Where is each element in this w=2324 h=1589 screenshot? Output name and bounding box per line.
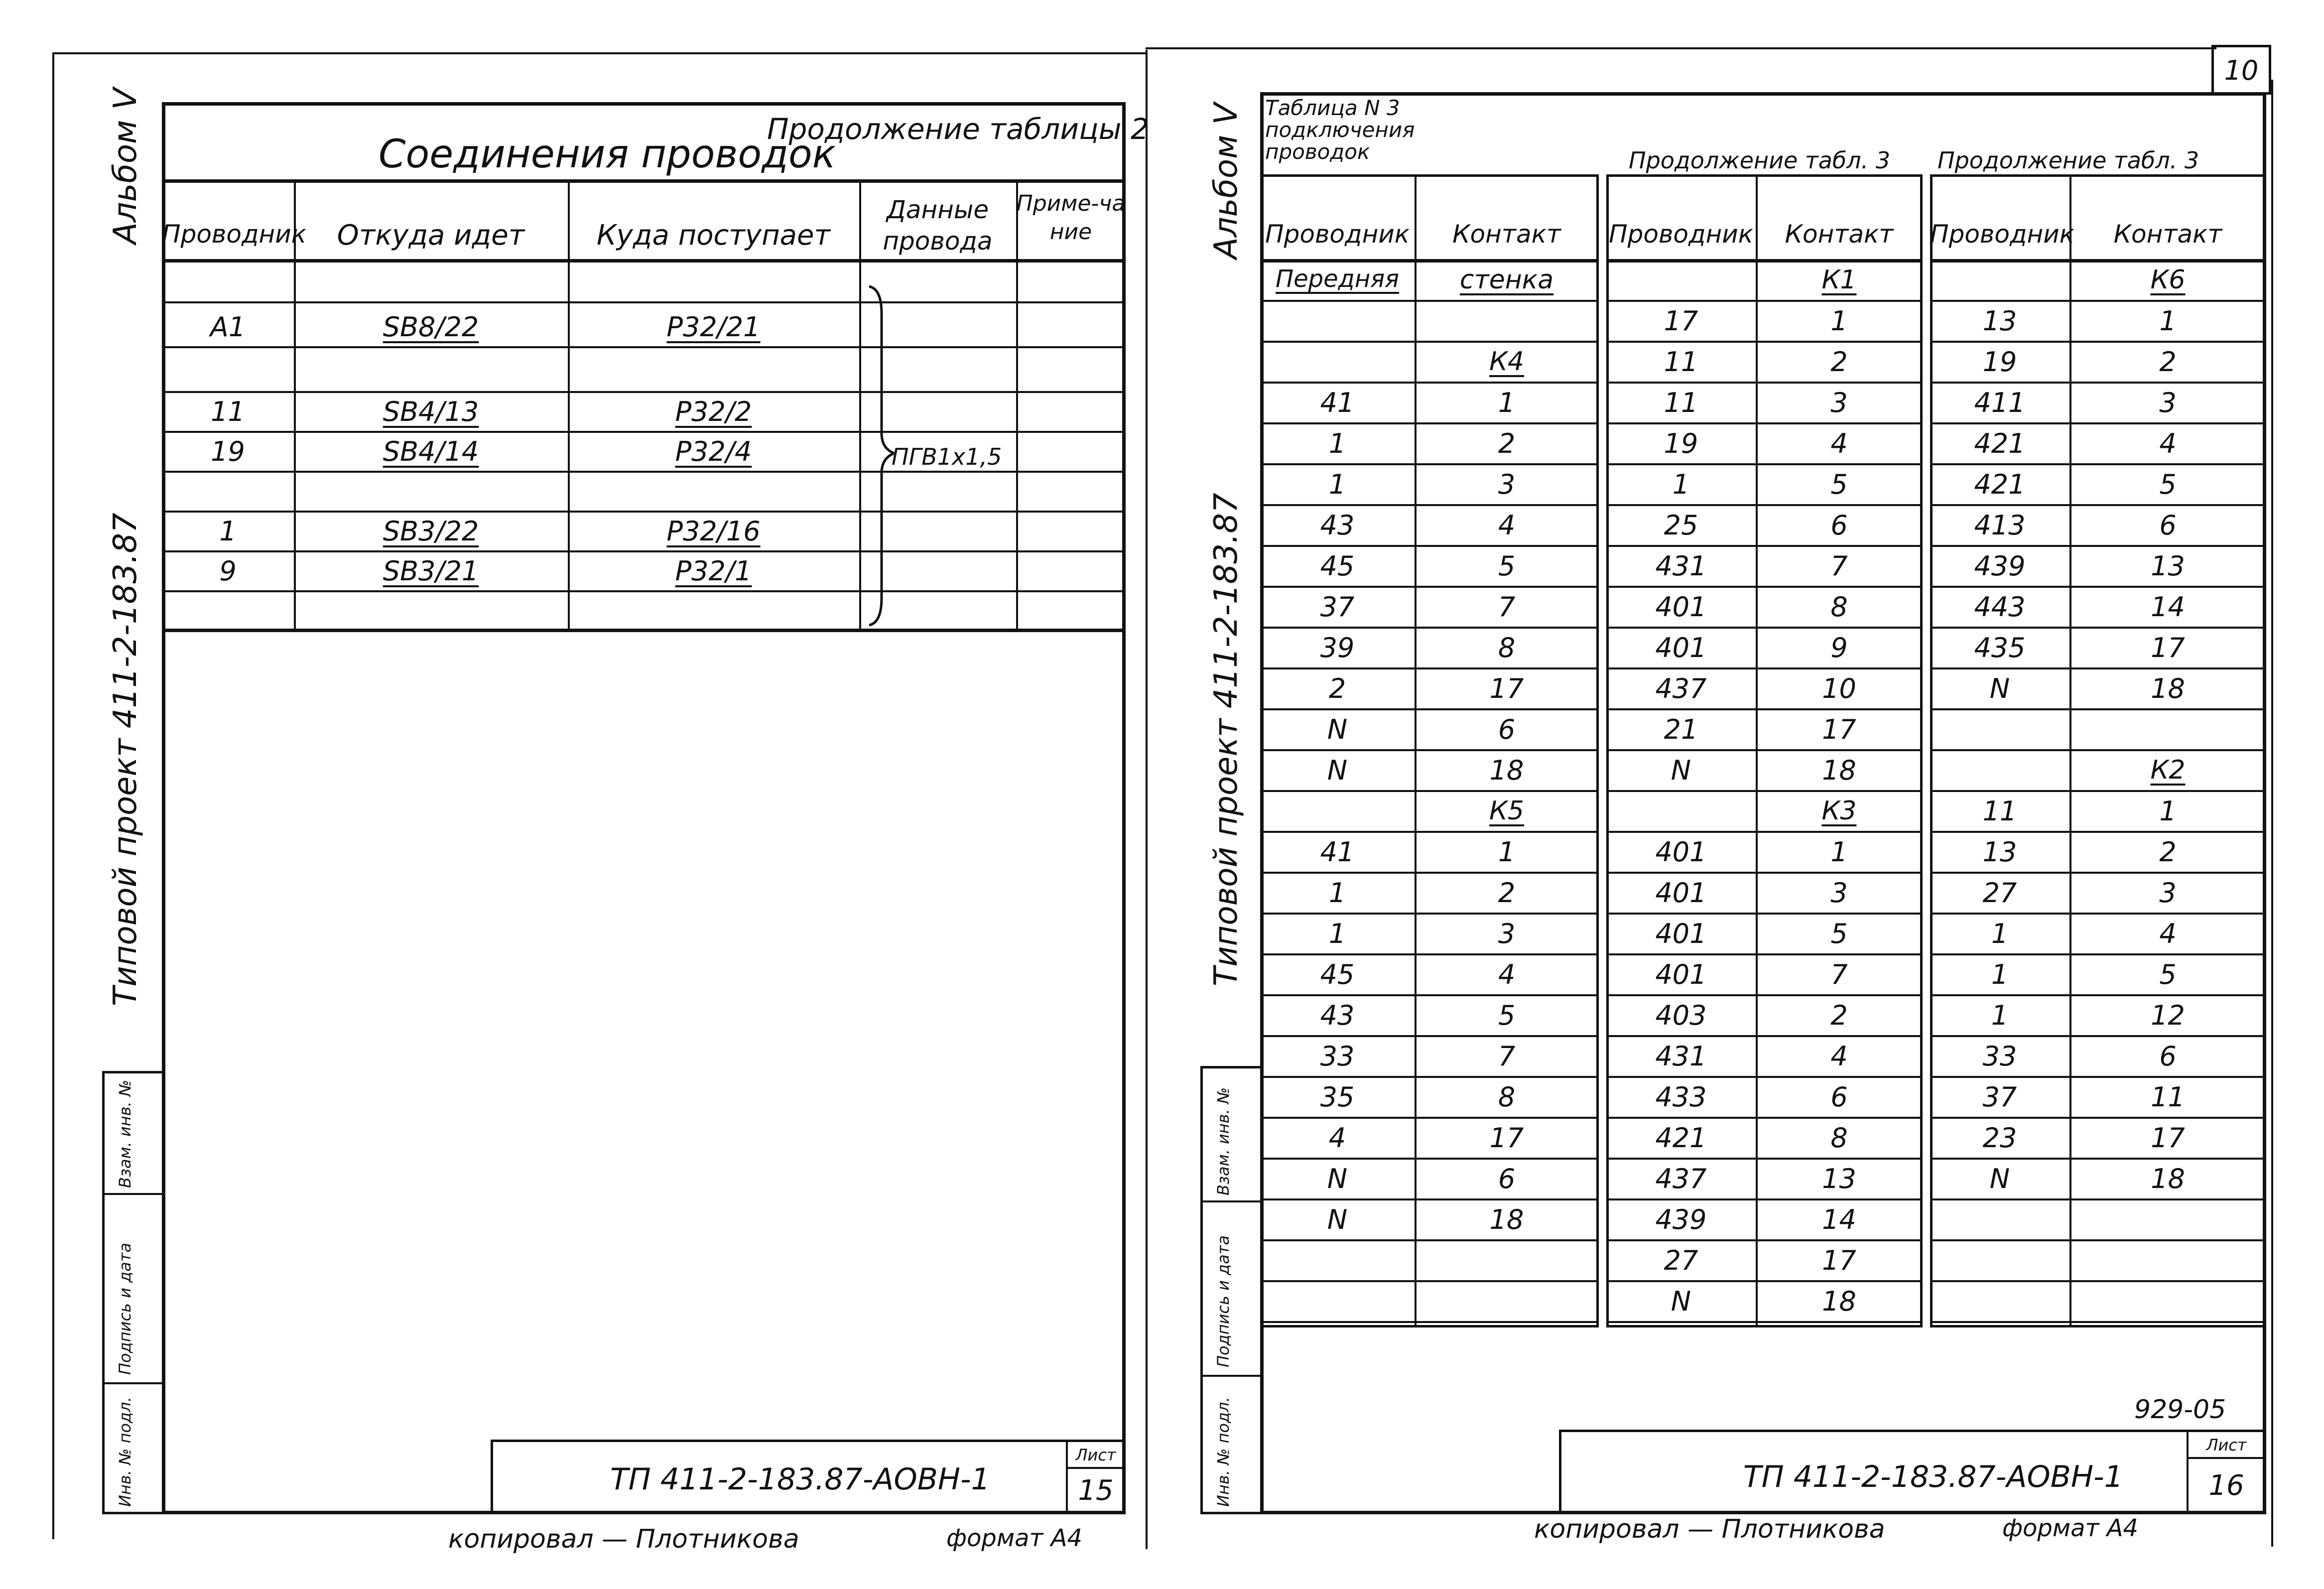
right-row-line [1606,667,1923,669]
right-row-line [1606,545,1923,547]
right-g1-row-4-contact: 2 [1498,428,1516,459]
right-g3-row-12-contact: К2 [2150,755,2186,785]
right-g1-row-20-conductor: 35 [1320,1081,1355,1113]
right-g3-row-1-conductor: 13 [1982,305,2017,337]
right-g2-row-17-contact: 7 [1830,959,1848,990]
right-continuation-1: Продолжение табл. 3 [1629,147,1891,174]
right-format: формат А4 [2002,1514,2139,1542]
right-g2-row-4-contact: 4 [1830,428,1848,459]
right-row-line [1930,831,2266,833]
right-g1-row-12-conductor: N [1327,755,1348,786]
right-row-line [1606,953,1923,955]
right-row-line [1606,1158,1923,1160]
right-g3-row-22-contact: 18 [2151,1163,2185,1194]
right-row-line [1930,300,2266,302]
left-table-row-line [162,301,1126,303]
right-g1-row-16-conductor: 1 [1328,918,1346,949]
right-g2-row-4-conductor: 19 [1664,428,1698,459]
right-row-line [1260,994,1599,996]
right-g1-row-18-contact: 5 [1498,1000,1516,1031]
right-row-line [1606,1239,1923,1241]
right-header-contact-1: Контакт [1452,220,1561,249]
right-g1-row-0-contact: стенка [1459,265,1554,295]
right-g3-row-18-conductor: 1 [1991,1000,2009,1031]
right-row-line [1606,341,1923,343]
right-g1-row-8-conductor: 37 [1320,591,1355,623]
right-g1-row-23-contact: 18 [1489,1204,1524,1235]
right-g3-row-4-contact: 4 [2159,428,2177,459]
right-g1-row-21-conductor: 4 [1328,1122,1346,1154]
right-header-line [1930,259,2266,263]
right-g2-row-14-contact: 1 [1830,836,1848,868]
row-4-conductor: 19 [211,436,245,467]
right-row-line [1606,382,1923,384]
right-row-line [1260,1198,1599,1200]
right-g2-row-23-contact: 14 [1822,1204,1856,1235]
left-sheet-label: Лист [1075,1446,1116,1464]
page-gutter [1146,50,1148,1549]
right-g1-row-6-contact: 4 [1498,510,1516,541]
left-table-row-line [162,629,1126,632]
right-g1-row-23-conductor: N [1327,1204,1348,1235]
right-g1-row-3-contact: 1 [1498,387,1516,418]
right-g1-row-6-conductor: 43 [1320,510,1355,541]
right-row-line [1930,1280,2266,1282]
right-row-line [1930,872,2266,874]
right-title-block-divider [2187,1457,2266,1459]
right-g2-row-13-contact: К3 [1821,796,1857,826]
right-g1-row-11-conductor: N [1327,714,1348,745]
right-row-line [1606,1117,1923,1119]
right-g3-row-6-contact: 6 [2159,510,2177,541]
right-g2-row-20-conductor: 433 [1655,1081,1707,1113]
right-g2-row-5-conductor: 1 [1672,469,1690,500]
right-g3-row-5-conductor: 421 [1974,469,2026,500]
right-sheet-number: 16 [2208,1469,2244,1502]
row-6-to: P32/16 [666,516,761,547]
left-table-col-line [1016,179,1018,630]
right-g1-row-19-contact: 7 [1498,1041,1516,1072]
right-row-line [1930,913,2266,915]
right-g3-row-1-contact: 1 [2159,305,2177,337]
right-g3-row-20-contact: 11 [2151,1081,2185,1113]
right-g1-row-14-conductor: 41 [1320,836,1355,868]
right-g2-row-16-contact: 5 [1830,918,1848,949]
left-stamp-sign: Подпись и дата [116,1242,134,1375]
right-g3-row-13-conductor: 11 [1982,795,2017,827]
right-g3-row-21-conductor: 23 [1982,1122,2017,1154]
right-g1-row-7-contact: 5 [1498,550,1516,582]
right-header-conductor-2: Проводник [1609,220,1753,249]
right-row-line [1606,749,1923,751]
right-row-line [1260,627,1599,629]
right-g1-row-8-contact: 7 [1498,591,1516,623]
right-g1-row-5-conductor: 1 [1328,469,1346,500]
right-g2-row-14-conductor: 401 [1655,836,1707,868]
right-g1-row-19-conductor: 33 [1320,1041,1355,1072]
right-g2-row-18-conductor: 403 [1655,1000,1707,1031]
right-row-line [1260,667,1599,669]
right-g2-row-15-contact: 3 [1830,877,1848,909]
right-g2-row-8-conductor: 401 [1655,591,1707,623]
right-row-line [1606,872,1923,874]
left-table-row-line [162,471,1126,473]
right-row-line [1260,790,1599,792]
right-g2-row-9-contact: 9 [1830,632,1848,663]
right-header-conductor-1: Проводник [1265,220,1410,249]
row-7-to: P32/1 [675,555,752,587]
right-g1-row-10-contact: 17 [1489,673,1524,704]
header-from: Откуда идет [337,219,525,252]
right-row-line [1930,586,2266,588]
right-row-line [1260,1076,1599,1078]
right-g2-row-22-contact: 13 [1822,1163,1856,1194]
right-row-line [1930,1076,2266,1078]
left-page-top-edge [52,52,1146,54]
left-sheet-number: 15 [1078,1474,1114,1507]
left-copied-by: копировал — Плотникова [448,1524,799,1554]
right-g3-row-14-conductor: 13 [1982,836,2017,868]
right-g3-row-22-conductor: N [1989,1163,2010,1194]
right-g2-row-10-contact: 10 [1822,673,1856,704]
right-row-line [1606,422,1923,424]
right-header-conductor-3: Проводник [1930,220,2074,249]
right-row-line [1260,1321,1599,1323]
row-1-from: SB8/22 [383,311,479,343]
right-g2-row-24-contact: 17 [1822,1245,1856,1276]
right-g2-row-6-conductor: 25 [1664,510,1698,541]
right-row-line [1260,872,1599,874]
right-g2-row-7-conductor: 431 [1655,550,1707,582]
right-row-line [1606,1035,1923,1037]
right-row-line [1606,1076,1923,1078]
right-g3-row-2-contact: 2 [2159,346,2177,378]
left-table-row-line [162,590,1126,592]
left-stamp-inv: Инв. № подл. [116,1397,134,1507]
header-note: Приме-чание [1016,191,1126,245]
right-row-line [1260,1239,1599,1241]
right-g3-row-13-contact: 1 [2159,795,2177,827]
right-g3-row-15-contact: 3 [2159,877,2177,909]
right-row-line [1260,382,1599,384]
right-row-line [1606,300,1923,302]
right-row-line [1260,422,1599,424]
right-g1-row-4-conductor: 1 [1328,428,1346,459]
left-table-row-line [162,550,1126,552]
right-row-line [1260,504,1599,506]
right-g2-row-9-conductor: 401 [1655,632,1707,663]
right-g2-row-1-contact: 1 [1830,305,1848,337]
right-row-line [1260,1117,1599,1119]
right-row-line [1930,382,2266,384]
left-table-row-line [162,391,1126,393]
right-row-line [1260,545,1599,547]
right-g1-row-18-conductor: 43 [1320,1000,1355,1031]
right-g2-row-7-contact: 7 [1830,550,1848,582]
row-3-to: P32/2 [675,396,752,427]
right-g2-row-23-conductor: 439 [1655,1204,1707,1235]
right-g3-row-17-conductor: 1 [1991,959,2009,990]
right-g2-row-10-conductor: 437 [1655,673,1707,704]
right-g2-row-2-contact: 2 [1830,346,1848,378]
right-row-line [1606,913,1923,915]
right-g3-row-5-contact: 5 [2159,469,2177,500]
right-g3-row-16-contact: 4 [2159,918,2177,949]
right-row-line [1260,341,1599,343]
right-g3-row-8-conductor: 443 [1974,591,2026,623]
right-row-line [1260,953,1599,955]
right-g3-row-19-conductor: 33 [1982,1041,2017,1072]
right-copied-by: копировал — Плотникова [1534,1514,1885,1544]
right-g3-row-7-contact: 13 [2151,550,2185,582]
right-g2-row-6-contact: 6 [1830,510,1848,541]
right-row-line [1606,1198,1923,1200]
right-row-line [1260,913,1599,915]
right-row-line [1260,1035,1599,1037]
row-3-conductor: 11 [211,396,245,427]
right-project-vertical: Типовой проект 411-2-183.87 [1208,493,1245,986]
right-g3-row-20-conductor: 37 [1982,1081,2017,1113]
right-row-line [1930,627,2266,629]
right-g3-row-3-contact: 3 [2159,387,2177,418]
right-g2-row-18-contact: 2 [1830,1000,1848,1031]
right-g2-row-12-contact: 18 [1822,755,1856,786]
right-g2-row-0-contact: К1 [1821,265,1857,295]
right-g3-row-10-conductor: N [1989,673,2010,704]
right-row-line [1260,831,1599,833]
right-g2-row-21-conductor: 421 [1655,1122,1707,1154]
right-row-line [1260,1158,1599,1160]
right-g1-row-22-contact: 6 [1498,1163,1516,1194]
row-1-to: P32/21 [666,311,761,343]
right-g1-row-16-contact: 3 [1498,918,1516,949]
left-page-left-edge [52,52,54,1539]
right-row-line [1930,1239,2266,1241]
right-g2-row-20-contact: 6 [1830,1081,1848,1113]
header-to: Куда поступает [596,219,831,252]
right-row-line [1930,1158,2266,1160]
right-header-contact-2: Контакт [1785,220,1894,249]
row-4-to: P32/4 [675,436,752,467]
right-g1-row-9-conductor: 39 [1320,632,1355,663]
left-table-row-line [162,511,1126,513]
right-stamp-replace: Взам. инв. № [1214,1087,1233,1195]
right-g1-row-9-contact: 8 [1498,632,1516,663]
right-g3-row-3-conductor: 411 [1974,387,2026,418]
right-g3-row-4-conductor: 421 [1974,428,2026,459]
right-g3-row-14-contact: 2 [2159,836,2177,868]
right-row-line [1930,463,2266,465]
left-table-row-line [162,346,1126,348]
right-g1-row-15-contact: 2 [1498,877,1516,909]
row-6-conductor: 1 [219,516,237,547]
right-row-line [1930,545,2266,547]
right-album-label: Альбом V [1208,103,1245,259]
right-g3-row-9-contact: 17 [2151,632,2185,663]
right-row-line [1260,586,1599,588]
right-g1-row-20-contact: 8 [1498,1081,1516,1113]
right-g3-row-18-contact: 12 [2151,1000,2185,1031]
right-row-line [1260,708,1599,710]
right-row-line [1260,749,1599,751]
right-g1-row-2-contact: К4 [1489,347,1524,377]
right-g2-row-3-conductor: 11 [1664,387,1698,418]
right-stamp-divider [1200,1200,1263,1202]
right-g1-row-14-contact: 1 [1498,836,1516,868]
right-g3-row-2-conductor: 19 [1982,346,2017,378]
left-doc-code: ТП 411-2-183.87-АОВН-1 [610,1462,990,1497]
right-row-line [1606,831,1923,833]
right-g2-row-19-conductor: 431 [1655,1041,1707,1072]
right-g3-row-10-contact: 18 [2151,673,2185,704]
right-g1-row-0-conductor: Передняя [1276,265,1399,293]
right-g1-row-17-contact: 4 [1498,959,1516,990]
right-table-title: Таблица N 3 подключения проводок [1265,96,1415,164]
right-row-line [1930,1117,2266,1119]
left-table-row-line [162,431,1126,433]
right-g3-row-17-contact: 5 [2159,959,2177,990]
right-row-line [1606,627,1923,629]
left-format: формат А4 [946,1524,1083,1552]
right-doc-code: ТП 411-2-183.87-АОВН-1 [1743,1459,2123,1494]
right-row-line [1930,1198,2266,1200]
right-row-line [1930,1321,2266,1323]
right-g2-row-8-contact: 8 [1830,591,1848,623]
left-stamp-replace: Взам. инв. № [116,1079,134,1188]
right-g1-row-10-conductor: 2 [1328,673,1346,704]
right-g1-row-15-conductor: 1 [1328,877,1346,909]
right-sheet-label: Лист [2206,1436,2247,1455]
right-g1-row-21-contact: 17 [1489,1122,1524,1154]
right-g3-row-15-conductor: 27 [1982,877,2017,909]
right-g1-row-11-contact: 6 [1498,714,1516,745]
page-number: 10 [2224,55,2259,86]
right-g2-row-15-conductor: 401 [1655,877,1707,909]
right-row-line [1260,463,1599,465]
right-stamp-sign: Подпись и дата [1214,1235,1233,1367]
right-g1-row-7-conductor: 45 [1320,550,1355,582]
left-title-block-divider [1066,1467,1126,1469]
right-row-line [1930,749,2266,751]
right-g2-row-11-contact: 17 [1822,714,1856,745]
right-g3-row-7-conductor: 439 [1974,550,2026,582]
right-continuation-2: Продолжение табл. 3 [1937,147,2199,174]
right-g3-row-9-conductor: 435 [1974,632,2026,663]
left-stamp-divider [102,1193,164,1195]
right-row-line [1930,422,2266,424]
right-g2-row-12-conductor: N [1671,755,1691,786]
right-g2-row-16-conductor: 401 [1655,918,1707,949]
right-g2-row-17-conductor: 401 [1655,959,1707,990]
right-row-line [1606,1280,1923,1282]
right-row-line [1930,1035,2266,1037]
left-table-title: Соединения проводок [379,132,836,177]
right-g2-row-25-contact: 18 [1822,1286,1856,1317]
row-3-from: SB4/13 [383,396,479,427]
right-g3-row-8-contact: 14 [2151,591,2185,623]
right-page-right-edge [2271,80,2273,1547]
right-g2-row-24-conductor: 27 [1664,1245,1698,1276]
right-row-line [1930,994,2266,996]
right-g2-row-5-contact: 5 [1830,469,1848,500]
right-g1-row-12-contact: 18 [1489,755,1524,786]
right-g3-row-16-conductor: 1 [1991,918,2009,949]
right-g2-row-1-conductor: 17 [1664,305,1698,337]
left-stamp-divider [102,1382,164,1384]
right-g2-row-19-contact: 4 [1830,1041,1848,1072]
right-header-line [1260,259,1599,263]
right-g3-row-21-contact: 17 [2151,1122,2185,1154]
right-g1-row-3-conductor: 41 [1320,387,1355,418]
right-row-line [1930,953,2266,955]
row-7-conductor: 9 [219,555,237,587]
right-g2-row-22-conductor: 437 [1655,1163,1707,1194]
right-row-line [1606,504,1923,506]
right-g2-row-25-conductor: N [1671,1286,1691,1317]
right-g1-row-22-conductor: N [1327,1163,1348,1194]
right-row-line [1930,504,2266,506]
right-row-line [1260,300,1599,302]
right-g1-row-5-contact: 3 [1498,469,1516,500]
row-4-from: SB4/14 [383,436,479,467]
right-g1-row-13-contact: К5 [1489,796,1524,826]
right-g3-row-19-contact: 6 [2159,1041,2177,1072]
right-row-line [1606,1321,1923,1323]
right-g3-row-6-conductor: 413 [1974,510,2026,541]
header-conductor: Проводник [162,220,306,249]
row-7-from: SB3/21 [383,555,479,587]
right-row-line [1930,708,2266,710]
right-row-line [1606,994,1923,996]
left-continuation: Продолжение таблицы 2 [767,112,1149,146]
right-drawing-number: 929-05 [2134,1395,2226,1425]
right-row-line [1606,463,1923,465]
right-g2-row-11-conductor: 21 [1664,714,1698,745]
right-row-line [1260,1280,1599,1282]
right-g3-row-0-contact: К6 [2150,265,2186,295]
left-album-label: Альбом V [107,88,144,244]
right-header-contact-3: Контакт [2113,220,2222,249]
right-row-line [1930,790,2266,792]
right-row-line [1606,586,1923,588]
right-row-line [1930,341,2266,343]
header-wire-data: Данные провода [883,195,993,256]
left-table-row-line [162,179,1126,183]
right-stamp-divider [1200,1375,1263,1377]
left-table-row-line [162,259,1126,263]
right-row-line [1930,667,2266,669]
right-g2-row-3-contact: 3 [1830,387,1848,418]
right-page-top-edge [1146,47,2216,49]
right-row-line [1606,790,1923,792]
wire-spec: ПГВ1х1,5 [892,443,1002,470]
right-row-line [1606,708,1923,710]
row-6-from: SB3/22 [383,516,479,547]
row-1-conductor: А1 [210,311,246,343]
right-stamp-inv: Инв. № подл. [1214,1397,1233,1507]
right-g2-row-21-contact: 8 [1830,1122,1848,1154]
right-g2-row-2-conductor: 11 [1664,346,1698,378]
right-g1-row-17-conductor: 45 [1320,959,1355,990]
left-project-vertical: Типовой проект 411-2-183.87 [107,513,144,1006]
right-header-line [1606,259,1923,263]
